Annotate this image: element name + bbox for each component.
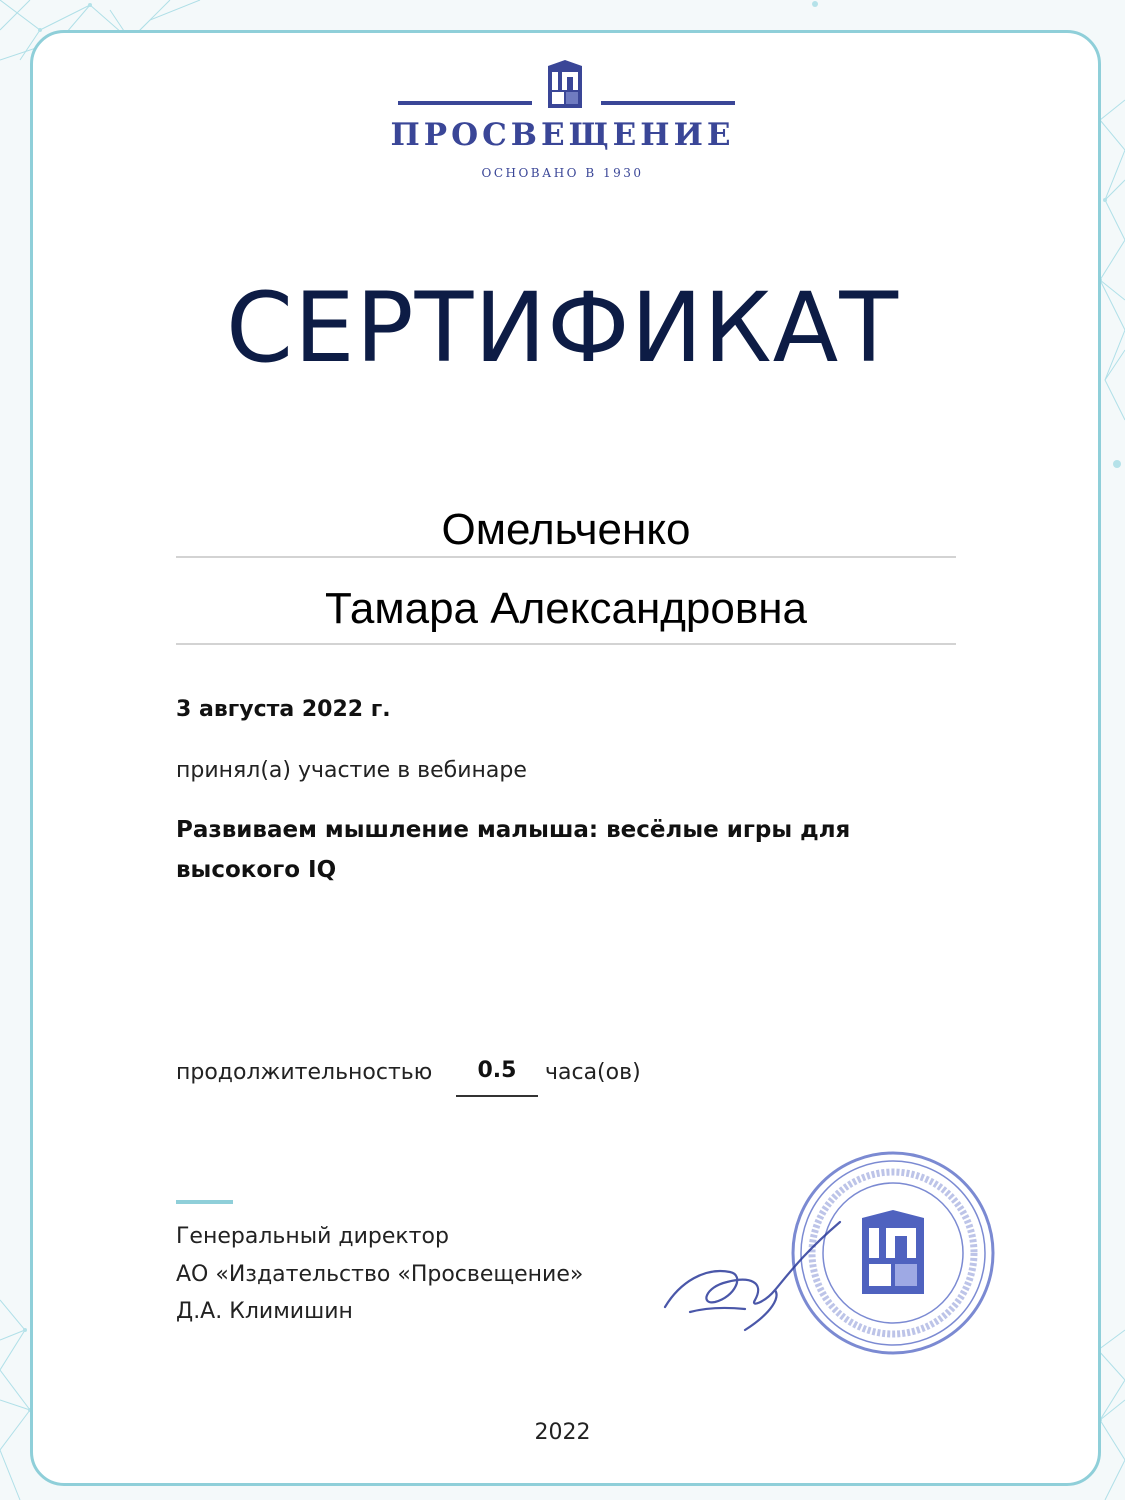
publisher-name: ПРОСВЕЩЕНИЕ xyxy=(390,117,735,153)
signatory-organization: АО «Издательство «Просвещение» xyxy=(176,1262,584,1287)
signatory-position: Генеральный директор xyxy=(176,1224,449,1249)
duration-label: продолжительностью xyxy=(176,1060,433,1085)
recipient-surname: Омельченко xyxy=(441,505,691,554)
event-date: 3 августа 2022 г. xyxy=(176,697,391,722)
recipient-given-names: Тамара Александровна xyxy=(324,584,808,633)
surname-underline xyxy=(176,556,956,558)
logo-line-left xyxy=(398,101,532,105)
signature xyxy=(655,1212,855,1342)
signatory-accent-bar xyxy=(176,1200,233,1204)
publisher-logo-icon xyxy=(544,58,586,112)
duration-value: 0.5 xyxy=(477,1058,517,1083)
given-names-underline xyxy=(176,643,956,645)
certificate-title: СЕРТИФИКАТ xyxy=(226,272,899,384)
certificate-year: 2022 xyxy=(534,1420,591,1445)
publisher-founded: ОСНОВАНО В 1930 xyxy=(481,166,644,180)
participation-text: принял(а) участие в вебинаре xyxy=(176,758,527,783)
webinar-title: Развиваем мышление малыша: весёлые игры для высокого IQ xyxy=(176,817,851,883)
signatory-name: Д.А. Климишин xyxy=(176,1299,353,1324)
logo-line-right xyxy=(601,101,735,105)
duration-underline xyxy=(456,1095,538,1097)
duration-unit: часа(ов) xyxy=(545,1060,641,1085)
